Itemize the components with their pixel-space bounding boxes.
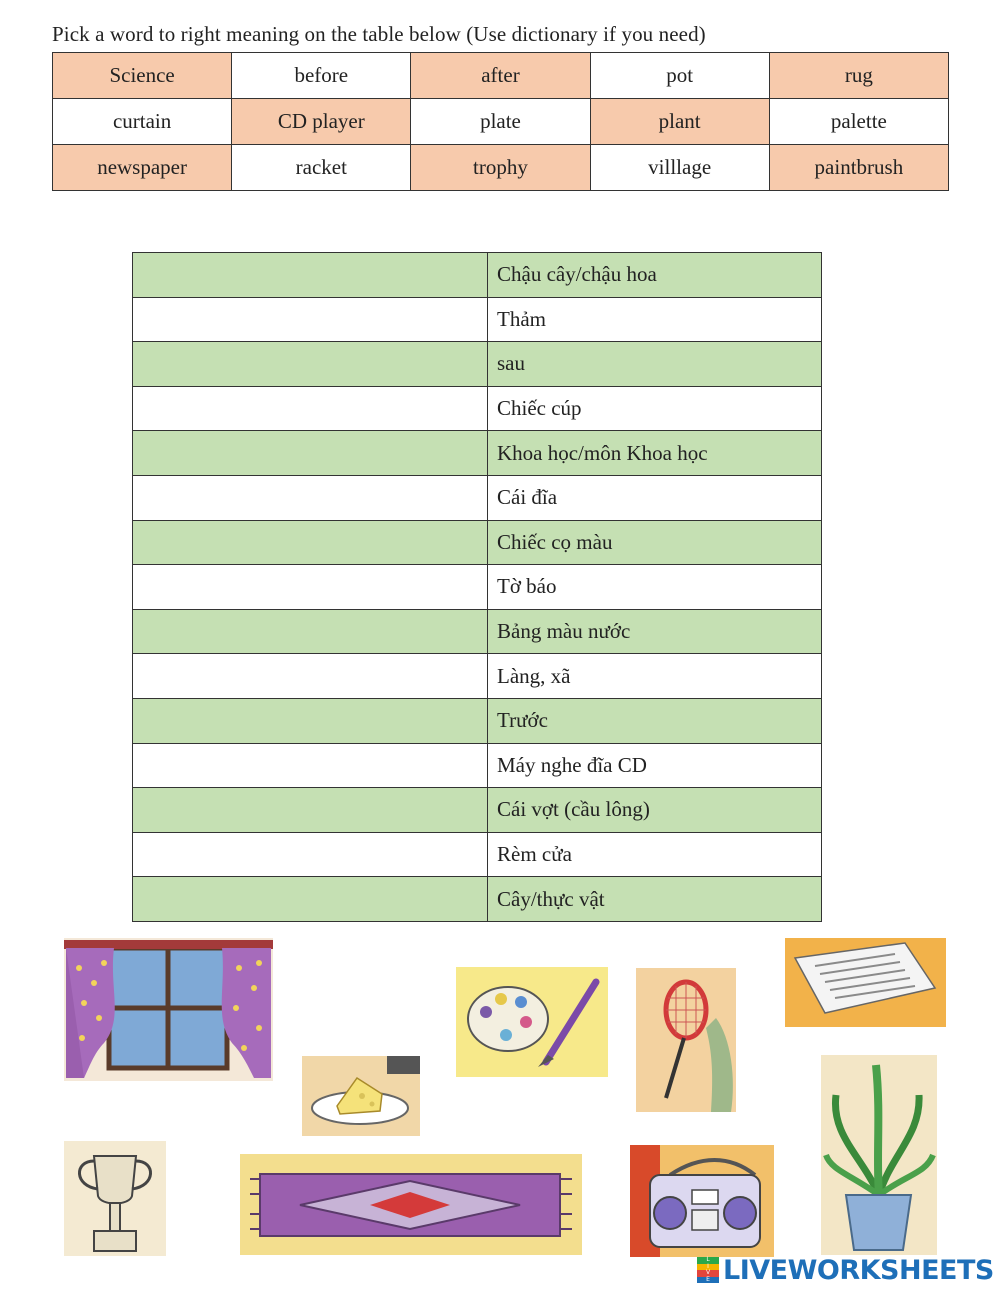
word-bank-row bbox=[53, 53, 949, 99]
answer-blank[interactable] bbox=[133, 520, 488, 565]
word-cell[interactable]: pot bbox=[590, 53, 769, 99]
word-cell[interactable]: plant bbox=[590, 99, 769, 145]
meaning-row bbox=[133, 698, 822, 743]
word-cell[interactable]: palette bbox=[769, 99, 948, 145]
answer-blank[interactable] bbox=[133, 609, 488, 654]
answer-blank[interactable] bbox=[133, 297, 488, 342]
meaning-table bbox=[132, 252, 822, 922]
meaning-row bbox=[133, 297, 822, 342]
meaning-row bbox=[133, 565, 822, 610]
meaning-text: Bảng màu nước bbox=[488, 609, 822, 654]
word-bank-row bbox=[53, 145, 949, 191]
word-bank-table bbox=[52, 52, 949, 191]
curtain-picture bbox=[64, 938, 273, 1081]
answer-blank[interactable] bbox=[133, 565, 488, 610]
logo-text: LIVEWORKSHEETS bbox=[723, 1254, 994, 1286]
meaning-text: Cái đĩa bbox=[488, 475, 822, 520]
instruction-text: Pick a word to right meaning on the table below (Use dictionary if you need) bbox=[52, 22, 706, 46]
word-cell[interactable]: trophy bbox=[411, 145, 590, 191]
meaning-text: Tờ báo bbox=[488, 565, 822, 610]
word-cell[interactable]: CD player bbox=[232, 99, 411, 145]
answer-blank[interactable] bbox=[133, 475, 488, 520]
liveworksheets-logo bbox=[697, 1253, 994, 1287]
meaning-row bbox=[133, 832, 822, 877]
meaning-text: Làng, xã bbox=[488, 654, 822, 699]
meaning-text: Cây/thực vật bbox=[488, 877, 822, 922]
meaning-text: Chiếc cọ màu bbox=[488, 520, 822, 565]
word-cell[interactable]: rug bbox=[769, 53, 948, 99]
meaning-row bbox=[133, 520, 822, 565]
word-cell[interactable]: newspaper bbox=[53, 145, 232, 191]
plant-picture bbox=[821, 1055, 937, 1255]
word-cell[interactable]: before bbox=[232, 53, 411, 99]
answer-blank[interactable] bbox=[133, 342, 488, 387]
rug-picture bbox=[240, 1154, 582, 1255]
answer-blank[interactable] bbox=[133, 743, 488, 788]
meaning-text: Rèm cửa bbox=[488, 832, 822, 877]
meaning-row bbox=[133, 475, 822, 520]
word-cell[interactable]: racket bbox=[232, 145, 411, 191]
word-cell[interactable]: Science bbox=[53, 53, 232, 99]
meaning-text: sau bbox=[488, 342, 822, 387]
cd-player-picture bbox=[630, 1145, 774, 1257]
answer-blank[interactable] bbox=[133, 698, 488, 743]
word-bank-row bbox=[53, 99, 949, 145]
newspaper-picture bbox=[785, 938, 946, 1027]
meaning-row bbox=[133, 788, 822, 833]
meaning-text: Khoa học/môn Khoa học bbox=[488, 431, 822, 476]
answer-blank[interactable] bbox=[133, 877, 488, 922]
meaning-row bbox=[133, 431, 822, 476]
trophy-picture bbox=[64, 1141, 166, 1256]
meaning-text: Thảm bbox=[488, 297, 822, 342]
liveworksheets-mark-icon: L I V E bbox=[697, 1257, 719, 1283]
meaning-row bbox=[133, 743, 822, 788]
word-cell[interactable]: after bbox=[411, 53, 590, 99]
word-cell[interactable]: villlage bbox=[590, 145, 769, 191]
plate-picture bbox=[302, 1056, 420, 1136]
meaning-row bbox=[133, 877, 822, 922]
meaning-text: Trước bbox=[488, 698, 822, 743]
word-cell[interactable]: curtain bbox=[53, 99, 232, 145]
meaning-row bbox=[133, 386, 822, 431]
answer-blank[interactable] bbox=[133, 788, 488, 833]
meaning-text: Cái vợt (cầu lông) bbox=[488, 788, 822, 833]
answer-blank[interactable] bbox=[133, 431, 488, 476]
answer-blank[interactable] bbox=[133, 654, 488, 699]
meaning-row bbox=[133, 654, 822, 699]
meaning-row bbox=[133, 253, 822, 298]
palette-picture bbox=[456, 967, 608, 1077]
answer-blank[interactable] bbox=[133, 832, 488, 877]
answer-blank[interactable] bbox=[133, 386, 488, 431]
answer-blank[interactable] bbox=[133, 253, 488, 298]
meaning-row bbox=[133, 342, 822, 387]
meaning-text: Chiếc cúp bbox=[488, 386, 822, 431]
racket-picture bbox=[636, 968, 736, 1112]
word-cell[interactable]: paintbrush bbox=[769, 145, 948, 191]
word-cell[interactable]: plate bbox=[411, 99, 590, 145]
meaning-row bbox=[133, 609, 822, 654]
meaning-text: Chậu cây/chậu hoa bbox=[488, 253, 822, 298]
meaning-text: Máy nghe đĩa CD bbox=[488, 743, 822, 788]
